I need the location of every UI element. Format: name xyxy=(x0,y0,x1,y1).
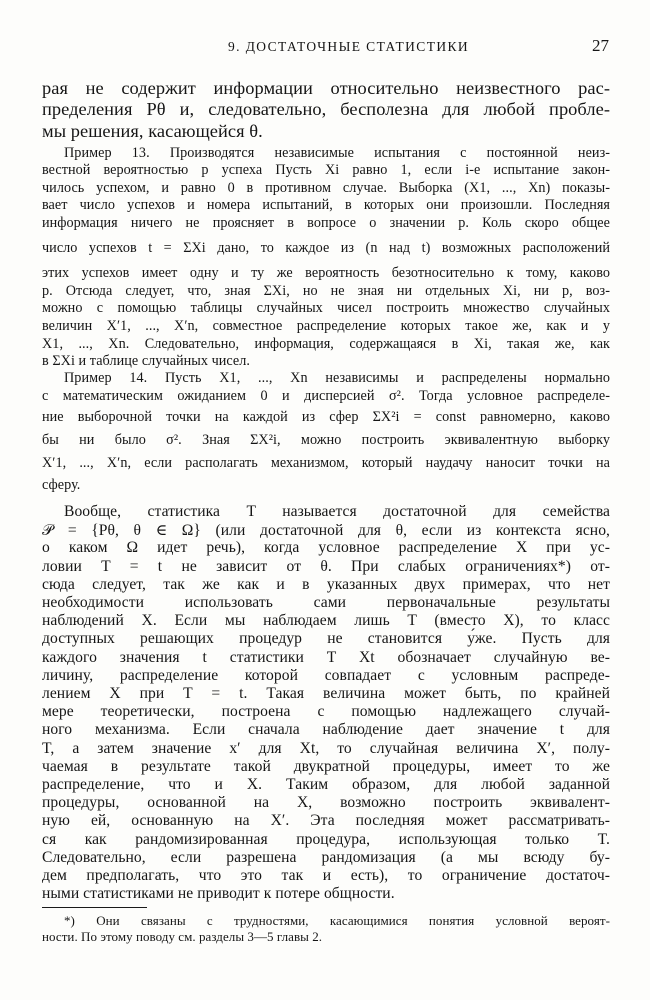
main-line-13: ного механизма. Если сначала наблюдение дает значение t для xyxy=(42,721,610,739)
main-line-14: T, а затем значение x′ для Xt, то случайная величина X′, полу- xyxy=(42,739,610,757)
example14-line-5: X′1, ..., X′n, если располагать механизмом, который наудачу наносит точки на xyxy=(42,455,610,471)
main-line-18: ную ей, основанную на X′. Эта последняя может рассматривать- xyxy=(42,812,610,830)
main-line-15: чаемая в результате такой двукратной процедуры, имеет то же xyxy=(42,757,610,775)
main-line-19: ся как рандомизированная процедура, использующая только T. xyxy=(42,830,610,848)
main-line-22: ными статистиками не приводит к потере общности. xyxy=(42,885,395,903)
example14-line-4: бы ни было σ². Зная ΣX²i, можно построить эквивалентную выборку xyxy=(42,432,610,448)
intro-line-1: рая не содержит информации относительно неизвестного рас- xyxy=(42,78,610,98)
example14-line-3: ние выборочной точки на каждой из сфер ΣX²i = const равномерно, каково xyxy=(42,409,610,425)
example13-line-3: чилось успехом, и равно 0 в противном случае. Выборка (X1, ..., Xn) показы- xyxy=(42,180,610,196)
footnote-line-2: ности. По этому поводу см. разделы 3—5 главы 2. xyxy=(42,929,323,945)
page-number: 27 xyxy=(592,36,609,55)
main-line-21: дем предполагать, что это так и есть), то ограничение достаточ- xyxy=(42,867,610,884)
footnote-line-1: *) Они связаны с трудностями, касающимися понятия условной вероят- xyxy=(64,913,610,929)
example14-line-2: с математическим ожиданием 0 и дисперсией σ². Тогда условное распределе- xyxy=(42,388,610,404)
example13-line-12: в ΣXi и таблице случайных чисел. xyxy=(42,353,251,369)
example14-line-1: Пример 14. Пусть X1, ..., Xn независимы и распределены нормально xyxy=(64,370,610,386)
main-line-16: распределение, что и X. Таким образом, для любой заданной xyxy=(42,776,610,793)
example13-line-10: величин X′1, ..., X′n, совместное распределение которых такое же, как и у xyxy=(42,318,610,334)
main-line-7: наблюдений X. Если мы наблюдаем лишь T (вместо X), то класс xyxy=(42,612,610,630)
example13-line-5: информация ничего не проясняет в вопросе о значении p. Коль скоро общее xyxy=(42,215,610,231)
main-line-1: Вообще, статистика T называется достаточной для семейства xyxy=(64,503,610,520)
main-line-8: доступных решающих процедур не становится у́же. Пусть для xyxy=(42,630,610,648)
main-line-11: лением X при T = t. Такая величина может быть, по крайней xyxy=(42,685,610,702)
main-line-10: личину, распределение которой совпадает с условным распреде- xyxy=(42,666,610,684)
main-line-20: Следовательно, если разрешена рандомизация (а мы всюду бу- xyxy=(42,848,610,866)
example13-line-7: этих успехов имеет одну и ту же вероятность безотносительно к тому, каково xyxy=(42,265,610,281)
main-line-9: каждого значения t статистики T Xt обозначает случайную ве- xyxy=(42,648,610,666)
main-line-2: 𝒫 = {Pθ, θ ∈ Ω} (или достаточной для θ, если из контекста ясно, xyxy=(42,522,610,540)
example13-line-9: можно с помощью таблицы случайных чисел построить множество случайных xyxy=(42,300,610,316)
example13-line-8: p. Отсюда следует, что, зная ΣXi, но не зная ни отдельных Xi, ни p, воз- xyxy=(42,283,610,299)
example13-line-1: Пример 13. Производятся независимые испытания с постоянной неиз- xyxy=(64,145,610,161)
main-line-12: мере теоретически, построена с помощью надлежащего случай- xyxy=(42,703,610,721)
example13-line-4: вает число успехов и номера испытаний, в которых они произошли. Последняя xyxy=(42,197,610,213)
example13-line-11: X1, ..., Xn. Следовательно, информация, содержащаяся в Xi, такая же, как xyxy=(42,336,610,352)
main-line-3: о каком Ω идет речь), когда условное распределение X при ус- xyxy=(42,539,610,557)
footnote-rule xyxy=(42,907,147,908)
example14-line-6: сферу. xyxy=(42,477,81,493)
intro-line-3: мы решения, касающейся θ. xyxy=(42,121,263,141)
example13-line-2: вестной вероятностью p успеха Пусть Xi равно 1, если i-е испытание закон- xyxy=(42,162,610,178)
running-header: 9. ДОСТАТОЧНЫЕ СТАТИСТИКИ xyxy=(228,39,470,54)
main-line-4: ловии T = t не зависит от θ. При слабых ограничениях*) от- xyxy=(42,557,610,575)
main-line-5: сюда следует, так же как и в указанных двух примерах, что нет xyxy=(42,575,610,593)
main-line-6: необходимости использовать сами первоначальные результаты xyxy=(42,594,610,611)
example13-line-6: число успехов t = ΣXi дано, то каждое из (n над t) возможных расположений xyxy=(42,240,610,256)
intro-line-2: пределения Pθ и, следовательно, бесполезна для любой проблe- xyxy=(42,99,610,119)
main-line-17: процедуры, основанной на X, возможно построить эквивалент- xyxy=(42,794,610,812)
